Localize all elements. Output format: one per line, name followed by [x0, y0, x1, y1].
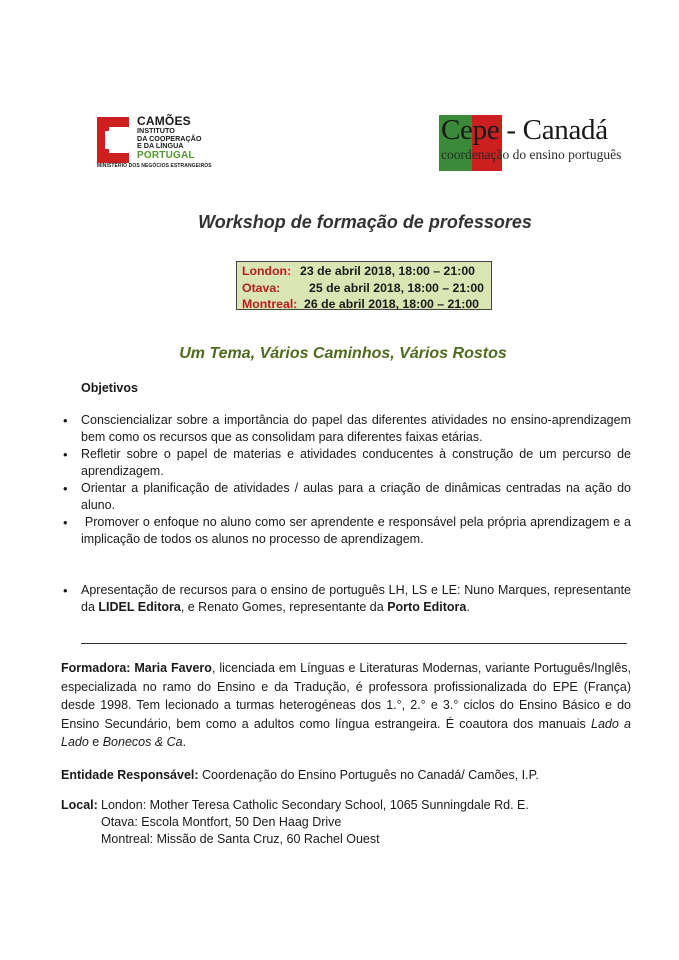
date-value: 25 de abril 2018, 18:00 – 21:00	[309, 280, 485, 295]
objective-item: Consciencializar sobre a importância do papel das diferentes atividades no ensino-aprendizagem bem como os recursos que as consolidam para diferentes faixas etárias.	[81, 413, 631, 444]
cepe-word: Cepe	[441, 114, 500, 146]
resources-text: Apresentação de recursos para o ensino de português LH, LS e LE: Nuno Marques, representante da	[81, 583, 631, 614]
camoes-line-cooperacao: DA COOPERAÇÃO	[137, 133, 202, 143]
local-london: London: Mother Teresa Catholic Secondary School, 1065 Sunningdale Rd. E.	[101, 798, 529, 812]
page-title: Workshop de formação de professores	[198, 212, 532, 232]
entity-label: Entidade Responsável:	[61, 768, 199, 782]
date-value: 26 de abril 2018, 18:00 – 21:00	[304, 297, 480, 311]
date-row-otava	[242, 280, 491, 297]
objective-item: Orientar a planificação de atividades / aulas para a criação de dinâmicas centradas na ação do aluno.	[81, 481, 631, 512]
bullet-icon: •	[63, 481, 68, 496]
date-row-london	[242, 263, 491, 280]
camoes-logo-text	[137, 115, 201, 161]
divider	[81, 643, 627, 644]
camoes-line-portugal: PORTUGAL	[137, 149, 195, 161]
camoes-name: CAMÕES	[137, 114, 191, 128]
date-value: 23 de abril 2018, 18:00 – 21:00	[300, 264, 476, 278]
bullet-icon: •	[63, 413, 68, 428]
trainer-bio: , licenciada em Línguas e Literaturas Modernas, variante Português/Inglês, especializada no ramo do Ensino e da Tradução, é professora profissionalizada do EPE (França) desde 1998. Tem lecionado a turmas heterogéneas dos 1.°, 2.° e 3.° ciclos do Ensino Básico e do Ensino Secundário, bem como a adultos como língua estrangeira. É coautora dos manuais	[61, 661, 631, 731]
trainer-bio: .	[182, 735, 187, 749]
entity-line	[61, 767, 539, 784]
date-city: Otava:	[242, 280, 281, 295]
objective-item: Promover o enfoque no aluno como ser aprendente e responsável pela própria aprendizagem e a implicação de todos os alunos no processo de aprendizagem.	[81, 515, 635, 546]
trainer-name: Maria Favero	[134, 661, 212, 675]
local-label	[61, 797, 98, 814]
objectives-heading: Objetivos	[81, 381, 138, 395]
local-montreal: Montreal: Missão de Santa Cruz, 60 Rachel Ouest	[101, 832, 380, 846]
trainer-paragraph	[61, 659, 631, 752]
camoes-line-lingua: E DA LÍNGUA	[137, 141, 184, 151]
resources-text: , e Renato Gomes, representante da	[180, 600, 388, 614]
camoes-line-instituto: INSTITUTO	[137, 126, 175, 135]
dates-box	[236, 261, 492, 310]
camoes-ministry: MINISTÉRIO DOS NEGÓCIOS ESTRANGEIROS	[97, 163, 212, 169]
cepe-logo-subtitle: coordenação do ensino português	[441, 147, 622, 162]
cepe-canada: - Canadá	[499, 114, 608, 146]
date-row-montreal	[242, 296, 491, 313]
subtitle: Um Tema, Vários Caminhos, Vários Rostos	[179, 345, 507, 362]
publisher-lidel: LIDEL Editora	[98, 600, 181, 614]
publisher-porto: Porto Editora	[387, 600, 467, 614]
objective-item: Refletir sobre o papel de materias e atividades conducentes à construção de um percurso de aprendizagem.	[81, 447, 631, 478]
resources-text: .	[466, 600, 470, 614]
date-city: Montreal:	[242, 297, 298, 311]
trainer-label: Formadora:	[61, 661, 131, 675]
entity-value: Coordenação do Ensino Português no Canadá/ Camões, I.P.	[198, 768, 539, 782]
book-title: Lado a Lado	[61, 716, 631, 749]
date-city: London:	[242, 264, 292, 278]
local-label-text: Local:	[61, 798, 98, 812]
trainer-bio: e	[88, 735, 103, 749]
bullet-icon: •	[63, 447, 68, 462]
bullet-icon: •	[63, 583, 68, 598]
book-title: Bonecos & Ca	[102, 735, 183, 749]
cepe-logo-title	[441, 114, 608, 147]
local-otava: Otava: Escola Montfort, 50 Den Haag Drive	[101, 815, 342, 829]
resources-item	[81, 582, 631, 616]
bullet-icon: •	[63, 515, 68, 530]
